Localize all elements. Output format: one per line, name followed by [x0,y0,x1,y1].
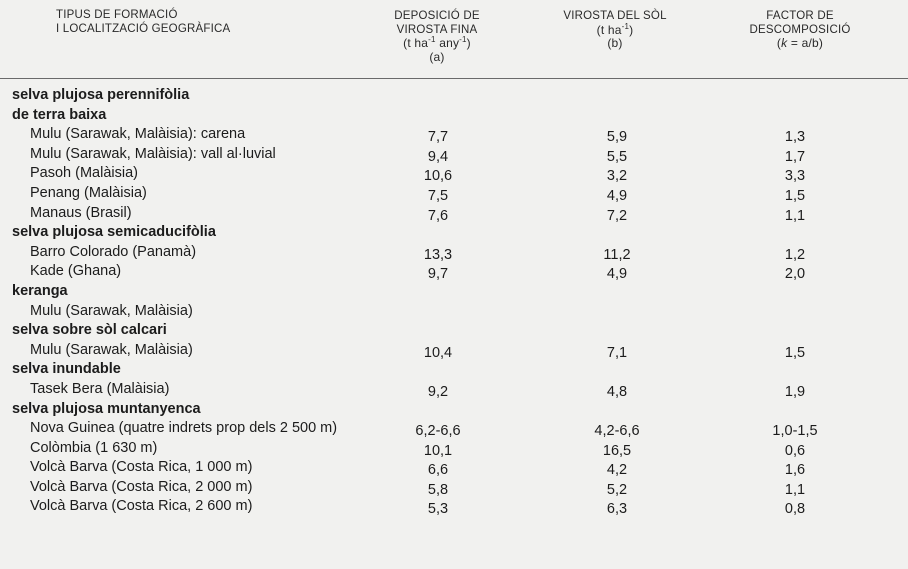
soil-litter-value: 6,3 [606,501,628,518]
header-fine-litter-line2: VIROSTA FINA [396,23,478,36]
litter-fall-value: 10,6 [423,168,453,185]
litter-fall-value: 13,3 [423,246,453,263]
litter-fall-value: 7,5 [427,187,449,204]
table-row [0,497,908,517]
decomposition-factor-value: 0,8 [784,501,806,518]
site-name: Colòmbia (1 630 m) [30,439,158,456]
formation-name: keranga [12,282,68,299]
litter-fall-value: 6,6 [427,462,449,479]
formation-group-row [0,223,908,243]
table-body [0,86,908,517]
header-soil-litter [540,10,690,51]
soil-litter-value: 4,2 [606,462,628,479]
formation-group-row [0,282,908,302]
site-name: Volcà Barva (Costa Rica, 2 600 m) [30,498,253,515]
table-row [0,204,908,224]
site-name: Volcà Barva (Costa Rica, 2 000 m) [30,478,253,495]
site-name: Mulu (Sarawak, Malàisia): carena [30,126,246,143]
table-row [0,439,908,459]
formation-name: selva plujosa muntanyenca [12,400,201,417]
table-row [0,302,908,322]
formation-name: de terra baixa [12,106,107,123]
table-row [0,458,908,478]
litter-fall-value: 9,2 [427,383,449,400]
soil-litter-value: 5,9 [606,129,628,146]
table-row [0,243,908,263]
formation-group-row [0,321,908,341]
table-row [0,419,908,439]
table-row [0,184,908,204]
site-name: Nova Guinea (quatre indrets prop dels 2 500 m) [30,420,338,437]
site-name: Tasek Bera (Malàisia) [30,380,170,397]
header-decomposition-line2: DESCOMPOSICIÓ [749,23,851,36]
formation-name: selva plujosa semicaducifòlia [12,224,216,241]
table-row [0,380,908,400]
litter-fall-value: 7,6 [427,207,449,224]
decomposition-factor-value: 1,2 [784,246,806,263]
decomposition-factor-value: 3,3 [784,168,806,185]
decomposition-factor-value: 1,1 [784,481,806,498]
decomposition-factor-value: 1,5 [784,187,806,204]
litter-fall-value: 6,2-6,6 [415,423,461,440]
site-name: Volcà Barva (Costa Rica, 1 000 m) [30,459,253,476]
site-name: Manaus (Brasil) [30,204,132,221]
header-formation-line2: I LOCALITZACIÓ GEOGRÀFICA [56,22,231,35]
header-fine-litter-line1: DEPOSICIÓ DE [394,10,480,22]
header-fine-litter [375,10,499,64]
formation-name: selva inundable [12,361,121,378]
site-name: Pasoh (Malàisia) [30,165,138,182]
formation-group-row [0,360,908,380]
decomposition-factor-value: 1,7 [784,148,806,165]
header-divider [0,78,908,79]
soil-litter-value: 7,1 [606,344,628,361]
header-decomposition-line1: FACTOR DE [766,10,834,22]
table-row [0,478,908,498]
formation-group-row [0,106,908,126]
site-name: Mulu (Sarawak, Malàisia) [30,341,193,358]
decomposition-factor-value: 1,1 [784,207,806,224]
formation-group-row [0,400,908,420]
site-name: Penang (Malàisia) [30,184,147,201]
litter-fall-value: 7,7 [427,129,449,146]
decomposition-factor-value: 0,6 [784,442,806,459]
header-formation-type [56,9,230,36]
header-soil-litter-line1: VIROSTA DEL SÒL [563,10,667,22]
header-soil-litter-letter: (b) [607,36,623,50]
soil-litter-value: 5,5 [606,148,628,165]
decomposition-factor-value: 1,5 [784,344,806,361]
litter-fall-value: 5,3 [427,501,449,518]
decomposition-factor-value: 1,6 [784,462,806,479]
table-row [0,341,908,361]
decomposition-factor-value: 1,3 [784,129,806,146]
soil-litter-value: 4,9 [606,266,628,283]
soil-litter-value: 16,5 [602,442,632,459]
site-name: Mulu (Sarawak, Malàisia) [30,302,193,319]
table-row [0,145,908,165]
header-fine-litter-unit: (t $ha^{-1}$ any$^{-1}$) [403,35,471,50]
soil-litter-value: 7,2 [606,207,628,224]
soil-litter-value: 3,2 [606,168,628,185]
litter-fall-value: 9,4 [427,148,449,165]
decomposition-factor-value: 2,0 [784,266,806,283]
header-decomposition [730,10,870,51]
site-name: Kade (Ghana) [30,263,122,280]
header-formation-line1: TIPUS DE FORMACIÓ [56,9,178,21]
table-row [0,125,908,145]
site-name: Barro Colorado (Panamà) [30,243,197,260]
table-header [0,0,908,78]
table-row [0,262,908,282]
decomposition-factor-value: 1,9 [784,383,806,400]
formation-group-row [0,86,908,106]
soil-litter-value: 11,2 [603,246,631,263]
header-decomposition-formula: (k = a/b) [776,36,824,50]
table-row [0,164,908,184]
litter-fall-value: 10,4 [423,344,453,361]
header-soil-litter-unit: (t $ha^{-1}$) [596,21,634,37]
formation-name: selva sobre sòl calcari [12,322,167,339]
site-name: Mulu (Sarawak, Malàisia): vall al·luvial [30,145,276,162]
litter-fall-value: 5,8 [427,481,449,498]
soil-litter-value: 4,2-6,6 [594,423,640,440]
litter-fall-value: 9,7 [427,266,449,283]
soil-litter-value: 4,8 [606,383,628,400]
soil-litter-value: 4,9 [606,187,628,204]
decomposition-factor-value: 1,0-1,5 [772,423,818,440]
soil-litter-value: 5,2 [606,481,628,498]
header-fine-litter-letter: (a) [429,49,445,64]
litter-fall-value: 10,1 [423,442,453,459]
formation-name: selva plujosa perennifòlia [12,87,190,103]
